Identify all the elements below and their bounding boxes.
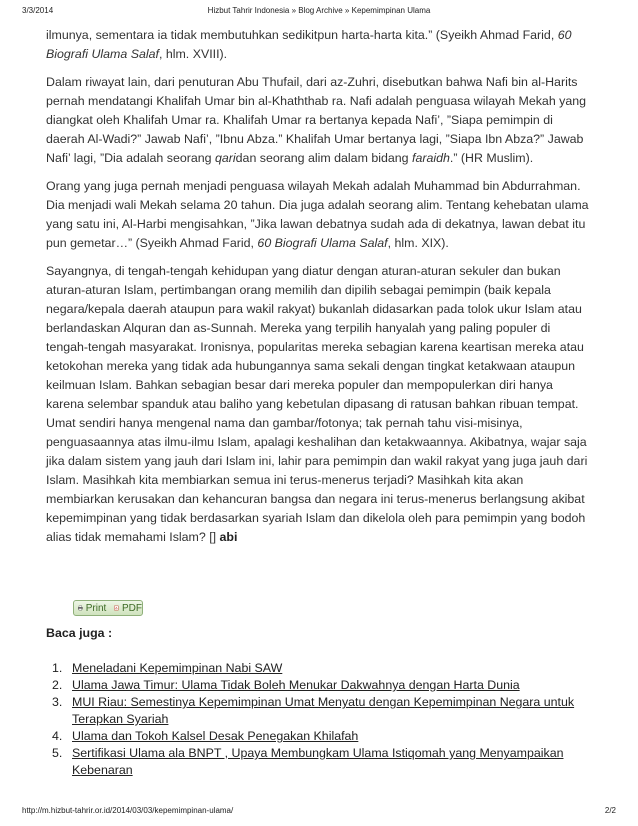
pdf-icon	[114, 603, 119, 613]
paragraph-3: Orang yang juga pernah menjadi penguasa wilayah Mekah adalah Muhammad bin Abdurrahman. Dia menjadi wali Mekah selama 20 tahun. Dia juga adalah seorang alim. Tentang kehebatan ulama yang satu ini, Al-Harbi mengisahkan, ”Jika lawan debatnya sudah ada di dekatnya, lawan debat itu pun gemetar…” (Syeikh Ahmad Farid, 60 Biografi Ulama Salaf, hlm. XIX).	[46, 179, 589, 250]
related-item: 2. Ulama Jawa Timur: Ulama Tidak Boleh Menukar Dakwahnya dengan Harta Dunia	[52, 678, 520, 692]
related-item: 3. MUI Riau: Semestinya Kepemimpinan Umat Menyatu dengan Kepemimpinan Negara untuk Terapkan Syariah	[52, 695, 575, 726]
pdf-label: PDF	[122, 602, 142, 614]
print-label: Print	[85, 602, 107, 614]
paragraph-4: Sayangnya, di tengah-tengah kehidupan yang diatur dengan aturan-aturan sekuler dan bukan aturan-aturan Islam, pertimbangan orang memilih dan dipilih sebagai pemimpin (baik kepala negara/kepala daerah ataupun para wakil rakyat) bukanlah didasarkan pada tolok ukur Islam atau berlandaskan Alquran dan as-Sunnah. Mereka yang terpilih hanyalah yang paling populer di tengah-tengah masyarakat. Ironisnya, popularitas mereka sebagian karena keartisan mereka atau ketokohan mereka yang tidak ada hubungannya sama sekali dengan tingkat ketakwaan ataupun keilmuan Islam. Bahkan sebagian besar dari mereka populer dan mempopulerkan diri hanya karena selembar spanduk atau baliho yang kebetulan dipasang di ratusan bahkan ribuan tempat. Umat sendiri hanya mengenal nama dan gambar/fotonya; tak pernah tahu visi-misinya, penguasaannya atas ilmu-ilmu Islam, apalagi keshalihan dan ketakwaannya. Akibatnya, wajar saja jika dalam sistem yang jauh dari Islam ini, lahir para pemimpin dan wakil rakyat yang juga jauh dari Islam. Masihkah kita membiarkan semua ini terus-menerus terjadi? Masihkah kita akan membiarkan kerusakan dan kehancuran bangsa dan negara ini terus-menerus berlangsung akibat kepemimpinan yang tidak berdasarkan syariah Islam dan dikelola oleh para pemimpin yang bodoh alias tidak memahami Islam? [] abi	[46, 264, 588, 544]
print-page-title: Hizbut Tahrir Indonesia » Blog Archive » Kepemimpinan Ulama	[207, 6, 431, 15]
print-footer	[22, 806, 616, 818]
printer-icon	[78, 603, 83, 613]
paragraph-1: ilmunya, sementara ia tidak membutuhkan sedikitpun harta-harta kita.” (Syeikh Ahmad Farid, 60 Biografi Ulama Salaf, hlm. XVIII).	[46, 28, 572, 61]
related-link-2[interactable]: Ulama Jawa Timur: Ulama Tidak Boleh Menukar Dakwahnya dengan Harta Dunia	[72, 678, 520, 692]
print-date: 3/3/2014	[22, 6, 54, 15]
related-link-4[interactable]: Ulama dan Tokoh Kalsel Desak Penegakan Khilafah	[72, 729, 359, 743]
paragraph-2: Dalam riwayat lain, dari penuturan Abu Thufail, dari az-Zuhri, disebutkan bahwa Nafi bin al-Harits pernah mendatangi Khalifah Umar bin al-Khaththab ra. Nafi adalah penguasa wilayah Mekah yang diangkat oleh Khalifah Umar ra. Khalifah Umar ra bertanya kepada Nafi’, ”Siapa pemimpin di daerah Al-Wadi?” Jawab Nafi’, ”Ibnu Abza.” Khalifah Umar bertanya lagi, ”Siapa Ibn Abza?” Jawab Nafi’ lagi, ”Dia adalah seorang qaridan seorang alim dalam bidang faraidh.” (HR Muslim).	[46, 75, 587, 165]
page-number: 2/2	[604, 806, 616, 815]
related-heading: Baca juga :	[46, 626, 113, 640]
related-item: 5. Sertifikasi Ulama ala BNPT , Upaya Membungkam Ulama Istiqomah yang Menyampaikan Kebenaran	[52, 746, 564, 777]
print-header	[22, 6, 616, 18]
related-link-3[interactable]: MUI Riau: Semestinya Kepemimpinan Umat Menyatu dengan Kepemimpinan Negara untuk Terapkan Syariah	[72, 695, 575, 726]
related-item: 1. Meneladani Kepemimpinan Nabi SAW	[52, 661, 283, 675]
author-initials: abi	[219, 530, 238, 544]
related-list	[52, 660, 582, 779]
print-url: http://m.hizbut-tahrir.or.id/2014/03/03/kepemimpinan-ulama/	[22, 806, 234, 815]
article-body	[46, 26, 594, 556]
related-link-1[interactable]: Meneladani Kepemimpinan Nabi SAW	[72, 661, 283, 675]
print-pdf-button[interactable]	[73, 600, 143, 616]
related-item: 4. Ulama dan Tokoh Kalsel Desak Penegakan Khilafah	[52, 729, 359, 743]
related-link-5[interactable]: Sertifikasi Ulama ala BNPT , Upaya Membungkam Ulama Istiqomah yang Menyampaikan Kebenaran	[72, 746, 564, 777]
